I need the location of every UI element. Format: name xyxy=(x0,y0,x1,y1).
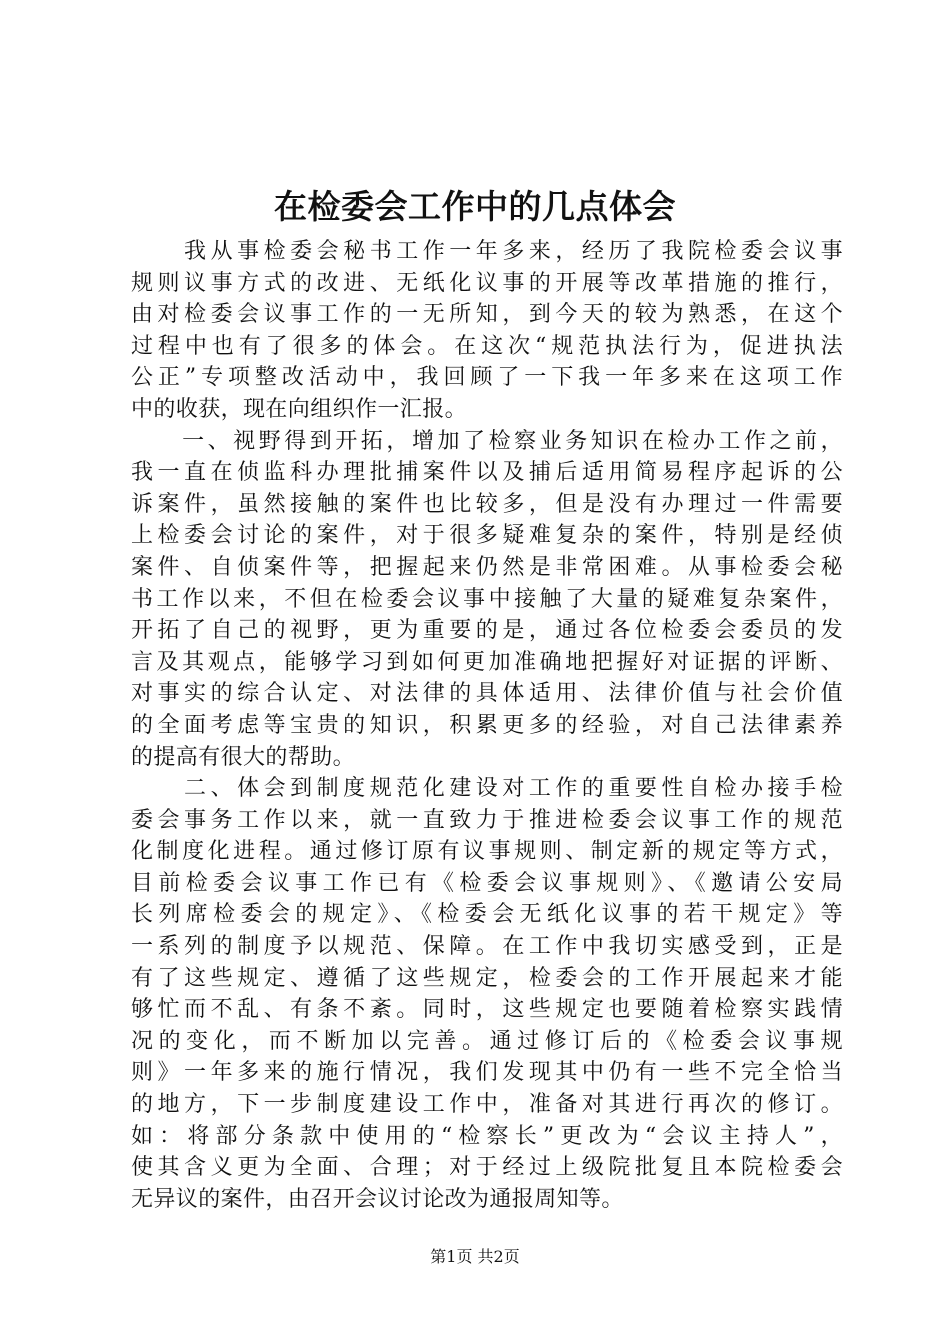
document-title: 在检委会工作中的几点体会 xyxy=(274,187,676,226)
body-line: 我从事检委会秘书工作一年多来，经历了我院检委会议事 xyxy=(131,239,843,264)
body-line: 诉案件，虽然接触的案件也比较多，但是没有办理过一件需要 xyxy=(131,491,843,517)
body-line: 一系列的制度予以规范、保障。在工作中我切实感受到，正是 xyxy=(131,934,843,960)
body-line: 够忙而不乱、有条不紊。同时，这些规定也要随着检察实践情 xyxy=(131,997,843,1023)
body-line: 过程中也有了很多的体会。在这次“规范执法行为，促进执法 xyxy=(131,333,843,359)
body-line: 有了这些规定、遵循了这些规定，检委会的工作开展起来才能 xyxy=(131,965,843,991)
body-line: 案件、自侦案件等，把握起来仍然是非常困难。从事检委会秘 xyxy=(131,554,843,580)
body-line: 一、视野得到开拓，增加了检察业务知识在检办工作之前， xyxy=(131,428,843,454)
body-line: 如：将部分条款中使用的“检察长”更改为“会议主持人”， xyxy=(131,1123,843,1149)
body-line: 由对检委会议事工作的一无所知，到今天的较为熟悉，在这个 xyxy=(131,302,843,328)
body-line: 目前检委会议事工作已有《检委会议事规则》、《邀请公安局 xyxy=(131,870,843,896)
body-line: 开拓了自己的视野，更为重要的是，通过各位检委会委员的发 xyxy=(131,618,843,644)
body-line: 二、体会到制度规范化建设对工作的重要性自检办接手检 xyxy=(131,776,843,802)
body-line: 况的变化，而不断加以完善。通过修订后的《检委会议事规 xyxy=(131,1028,843,1054)
body-line: 使其含义更为全面、合理；对于经过上级院批复且本院检委会 xyxy=(131,1155,843,1181)
body-line: 长列席检委会的规定》、《检委会无纸化议事的若干规定》等 xyxy=(131,902,843,928)
body-line: 我一直在侦监科办理批捕案件以及捕后适用简易程序起诉的公 xyxy=(131,460,843,486)
body-line: 无异议的案件，由召开会议讨论改为通报周知等。 xyxy=(131,1186,624,1212)
body-line: 化制度化进程。通过修订原有议事规则、制定新的规定等方式， xyxy=(131,839,843,865)
body-line: 公正”专项整改活动中，我回顾了一下我一年多来在这项工作 xyxy=(131,365,843,391)
body-line: 的地方，下一步制度建设工作中，准备对其进行再次的修订。 xyxy=(131,1092,843,1118)
body-line: 规则议事方式的改进、无纸化议事的开展等改革措施的推行， xyxy=(131,270,843,296)
document-body xyxy=(131,236,843,1215)
body-line: 言及其观点，能够学习到如何更加准确地把握好对证据的评断、 xyxy=(131,649,843,675)
body-line: 中的收获，现在向组织作一汇报。 xyxy=(131,396,468,422)
body-line: 委会事务工作以来，就一直致力于推进检委会议事工作的规范 xyxy=(131,807,843,833)
body-line: 上检委会讨论的案件，对于很多疑难复杂的案件，特别是经侦 xyxy=(131,523,843,549)
body-line: 对事实的综合认定、对法律的具体适用、法律价值与社会价值 xyxy=(131,681,843,707)
body-line: 的全面考虑等宝贵的知识，积累更多的经验，对自己法律素养 xyxy=(131,712,843,738)
page-footer: 第1页 共2页 xyxy=(430,1247,520,1266)
body-line: 的提高有很大的帮助。 xyxy=(131,744,356,770)
body-line: 书工作以来，不但在检委会议事中接触了大量的疑难复杂案件， xyxy=(131,586,843,612)
body-line: 则》一年多来的施行情况，我们发现其中仍有一些不完全恰当 xyxy=(131,1060,843,1086)
